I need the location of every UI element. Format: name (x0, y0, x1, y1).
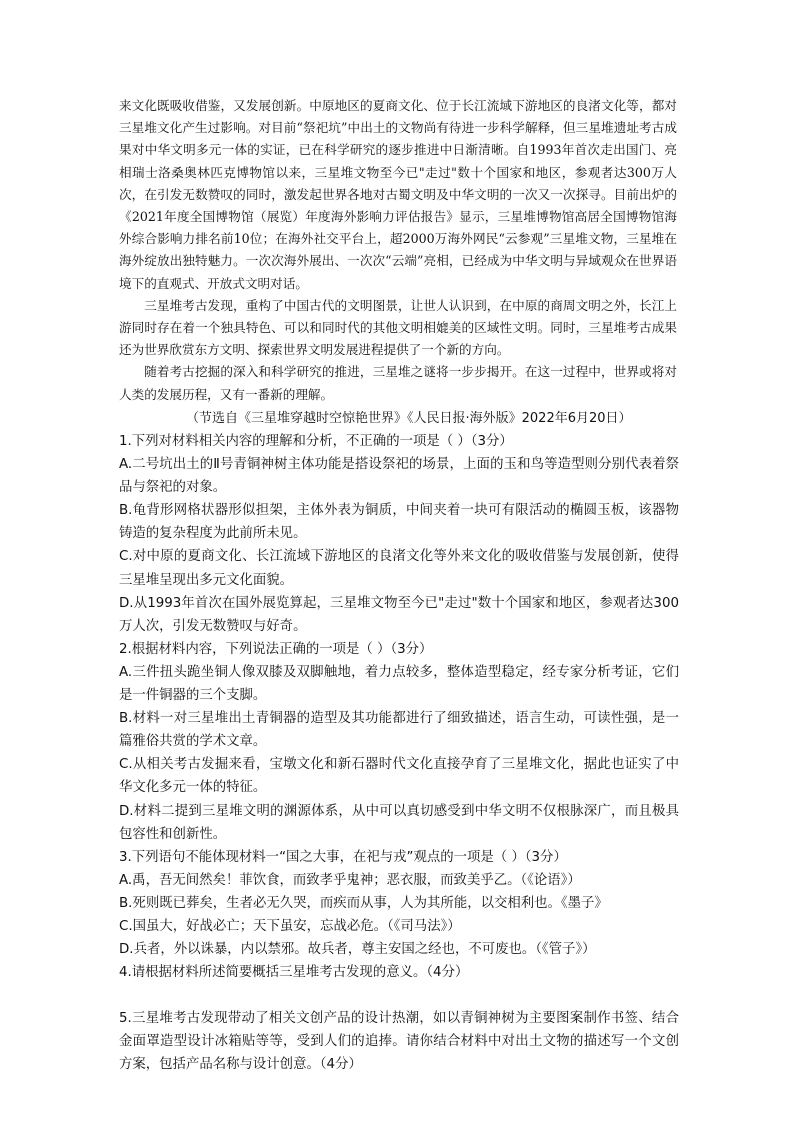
passage-paragraph: 来文化既吸收借鉴，又发展创新。中原地区的夏商文化、位于长江流域下游地区的良渚文化等，都对三星堆文化产生过影响。对目前“祭祀坑”中出土的文物尚有待进一步科学解释，但三星堆遗址考古成果对中华文明多元一体的实证，已在科学研究的逐步推进中日渐清晰。自1993年首次走出国门、亮相瑞士洛桑奥林匹克博物馆以来，三星堆文物至今已"走过"数十个国家和地区，参观者达300万人次，在引发无数赞叹的同时，激发起世界各地对古蜀文明及中华文明的一次又一次探寻。目前出炉的《2021年度全国博物馆（展览）年度海外影响力评估报告》显示，三星堆博物馆高居全国博物馆海外综合影响力排名前10位；在海外社交平台上，超2000万海外网民“云参观”三星堆文物，三星堆在海外绽放出独特魅力。一次次海外展出、一次次“云端”亮相，已经成为中华文明与异域观众在世界语境下的直观式、开放式文明对话。 (119, 98, 677, 291)
question-1-stem: 1.下列对材料相关内容的理解和分析，不正确的一项是（ ）（3分） (119, 434, 513, 449)
question-1-option-d: D.从1993年首次在国外展览算起，三星堆文物至今已"走过"数十个国家和地区，参观者达300万人次，引发无数赞叹与好奇。 (119, 595, 679, 634)
answer-space (119, 984, 679, 1007)
passage-source-citation: （节选自《三星堆穿越时空惊艳世界》《人民日报·海外版》2022年6月20日） (186, 411, 632, 426)
question-5-stem: 5.三星堆考古发现带动了相关文创产品的设计热潮，如以青铜神树为主要图案制作书签、结合金面罩造型设计冰箱贴等等，受到人们的追捧。请你结合材料中对出土文物的描述写一个文创方案，包括产品名称与设计创意。（4分） (119, 1011, 679, 1073)
question-2-option-c: C.从相关考古发掘来看，宝墩文化和新石器时代文化直接孕育了三星堆文化，据此也证实了中华文化多元一体的特征。 (119, 757, 679, 796)
reading-passage (119, 95, 677, 406)
question-list (119, 430, 679, 1077)
question-3-option-a: A.禹，吾无间然矣！菲饮食，而致孝乎鬼神；恶衣服，而致美乎乙。（《论语》） (119, 872, 581, 888)
question-1-option-a: A.二号坑出土的Ⅱ号青铜神树主体功能是搭设祭祀的场景，上面的玉和鸟等造型则分别代表着祭品与祭祀的对象。 (119, 457, 679, 496)
passage-paragraph: 随着考古挖掘的深入和科学研究的推进，三星堆之谜将一步步揭开。在这一过程中，世界或将对人类的发展历程，又有一番新的理解。 (119, 364, 677, 402)
question-2-option-b: B.材料一对三星堆出土青铜器的造型及其功能都进行了细致描述，语言生动，可读性强，是一篇雅俗共赏的学术文章。 (119, 711, 679, 750)
question-1-option-b: B.龟背形网格状器形似担架，主体外表为铜质，中间夹着一块可有限活动的椭圆玉板，该器物铸造的复杂程度为此前所未见。 (119, 503, 679, 542)
question-3-option-d: D.兵者，外以诛暴，内以禁邪。故兵者，尊主安国之经也，不可废也。（《管子》） (119, 942, 596, 958)
question-2-stem: 2.根据材料内容，下列说法正确的一项是（ ）（3分） (119, 641, 433, 657)
question-4-stem: 4.请根据材料所述简要概括三星堆考古发现的意义。（4分） (119, 965, 469, 981)
question-3-option-b: B.死则既已葬矣，生者必无久哭，而疾而从事，人为其所能，以交相利也。《墨子》 (119, 895, 608, 911)
question-2-option-d: D.材料二提到三星堆文明的渊源体系，从中可以真切感受到中华文明不仅根脉深广，而且极具包容性和创新性。 (119, 803, 679, 842)
question-3-stem: 3.下列语句不能体现材料一“国之大事，在祀与戎”观点的一项是（ ）（3分） (119, 849, 567, 865)
passage-paragraph: 三星堆考古发现，重构了中国古代的文明图景，让世人认识到，在中原的商周文明之外，长江上游同时存在着一个独具特色、可以和同时代的其他文明相媲美的区域性文明。同时，三星堆考古成果还为世界欣赏东方文明、探索世界文明发展进程提供了一个新的方向。 (119, 297, 677, 358)
question-3-option-c: C.国虽大，好战必亡；天下虽安，忘战必危。（《司马法》） (119, 918, 461, 934)
question-2-option-a: A.三件扭头跪坐铜人像双膝及双脚触地，着力点较多，整体造型稳定，经专家分析考证，它们是一件铜器的三个支脚。 (119, 664, 679, 704)
question-1-option-c: C.对中原的夏商文化、长江流域下游地区的良渚文化等外来文化的吸收借鉴与发展创新，使得三星堆呈现出多元文化面貌。 (119, 549, 679, 588)
